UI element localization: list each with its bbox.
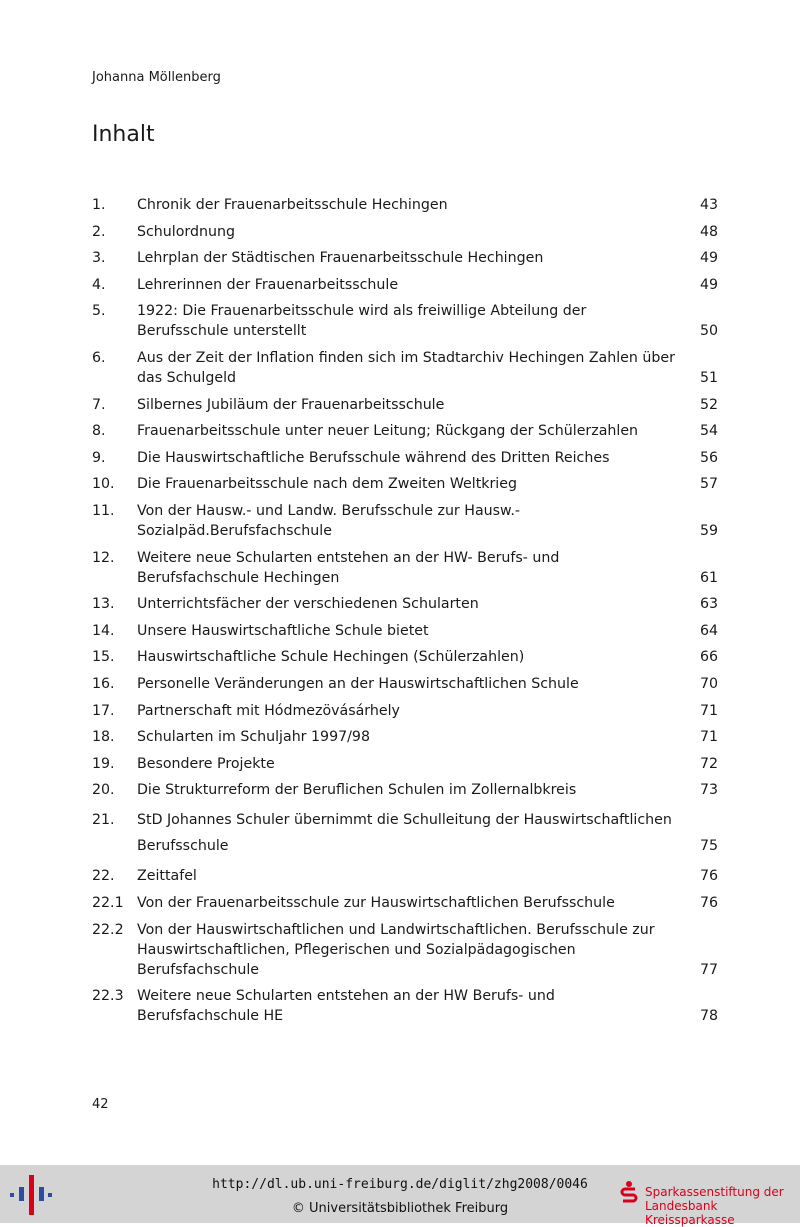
toc-entry bbox=[92, 448, 720, 468]
toc-entry-number: 1. bbox=[92, 197, 106, 213]
toc-entry-title: Schularten im Schuljahr 1997/98 bbox=[137, 729, 370, 746]
toc-entry-title: Von der Hauswirtschaftlichen und Landwirtschaftlichen. Berufsschule zur Hauswirtschaftlichen, Pflegerischen und Sozialpädagogischen Berufsfachschule bbox=[137, 921, 655, 978]
toc-entry-page: 63 bbox=[699, 596, 718, 613]
toc-entry bbox=[92, 248, 720, 268]
toc-entry bbox=[92, 807, 720, 860]
toc-entry-title: Lehrplan der Städtischen Frauenarbeitsschule Hechingen bbox=[137, 250, 544, 267]
toc-entry-number: 22. bbox=[92, 868, 115, 885]
university-library-logo-icon bbox=[10, 1173, 52, 1217]
sponsor-text bbox=[645, 1185, 800, 1227]
toc-entry-title: Von der Hausw.- und Landw. Berufsschule zur Hausw.-Sozialpäd.Berufsfachschule bbox=[137, 502, 520, 539]
toc-entry-page: 71 bbox=[699, 702, 718, 719]
toc-entry-page: 48 bbox=[699, 223, 718, 240]
toc-entry-number: 18. bbox=[92, 729, 115, 746]
toc-entry-title: Von der Frauenarbeitsschule zur Hauswirtschaftlichen Berufsschule bbox=[137, 895, 615, 912]
toc-entry-page: 70 bbox=[699, 675, 718, 692]
toc-entry bbox=[92, 866, 720, 886]
toc-entry bbox=[92, 275, 720, 295]
toc-entry bbox=[92, 348, 720, 388]
toc-entry-title: Unsere Hauswirtschaftliche Schule bietet bbox=[137, 622, 429, 639]
toc-entry-title: Hauswirtschaftliche Schule Hechingen (Schülerzahlen) bbox=[137, 649, 525, 666]
page-number: 42 bbox=[92, 1097, 109, 1112]
toc-entry-title: Besondere Projekte bbox=[137, 755, 275, 772]
toc-entry bbox=[92, 986, 720, 1026]
toc-entry-page: 56 bbox=[699, 449, 718, 466]
toc-entry-number: 4. bbox=[92, 276, 106, 293]
toc-entry-number: 7. bbox=[92, 396, 106, 413]
toc-entry bbox=[92, 548, 720, 588]
toc-entry bbox=[92, 421, 720, 441]
toc-entry bbox=[92, 195, 720, 215]
toc-entry-page: 71 bbox=[699, 729, 718, 746]
toc-entry-number: 3. bbox=[92, 250, 106, 267]
toc-entry-title: StD Johannes Schuler übernimmt die Schulleitung der Hauswirtschaftlichen Berufsschule bbox=[137, 811, 672, 855]
toc-entry-page: 77 bbox=[699, 961, 718, 978]
toc-entry bbox=[92, 727, 720, 747]
toc-entry-page: 78 bbox=[699, 1008, 718, 1025]
toc-entry-page: 61 bbox=[699, 569, 718, 586]
toc-entry-title: Lehrerinnen der Frauenarbeitsschule bbox=[137, 276, 399, 293]
copyright-notice: © Universitätsbibliothek Freiburg bbox=[291, 1201, 509, 1216]
toc-entry-number: 12. bbox=[92, 549, 115, 566]
toc-entry bbox=[92, 701, 720, 721]
sparkasse-logo-icon bbox=[620, 1181, 638, 1203]
toc-entry-title: Aus der Zeit der Inflation finden sich im Stadtarchiv Hechingen Zahlen über das Schulgeld bbox=[137, 349, 675, 386]
sponsor-line-1: Sparkassenstiftung der bbox=[645, 1185, 784, 1199]
viewer-footer bbox=[0, 1165, 800, 1227]
toc-entry-page: 66 bbox=[699, 649, 718, 666]
toc-entry-page: 64 bbox=[699, 622, 718, 639]
toc-entry-number: 6. bbox=[92, 349, 106, 366]
toc-entry-page: 73 bbox=[699, 782, 718, 799]
toc-entry-number: 16. bbox=[92, 675, 115, 692]
toc-entry bbox=[92, 780, 720, 800]
toc-entry bbox=[92, 920, 720, 980]
toc-entry-title: 1922: Die Frauenarbeitsschule wird als freiwillige Abteilung der Berufsschule unterstellt bbox=[137, 303, 587, 340]
toc-entry-title: Die Frauenarbeitsschule nach dem Zweiten Weltkrieg bbox=[137, 476, 517, 493]
toc-entry-page: 76 bbox=[699, 895, 718, 912]
toc-entry-title: Schulordnung bbox=[137, 223, 235, 240]
toc-entry-title: Chronik der Frauenarbeitsschule Hechingen bbox=[137, 197, 448, 213]
toc-entry-number: 8. bbox=[92, 423, 106, 440]
running-header-author: Johanna Möllenberg bbox=[92, 70, 221, 85]
toc-entry-number: 14. bbox=[92, 622, 115, 639]
toc-entry-number: 2. bbox=[92, 223, 106, 240]
toc-entry-page: 50 bbox=[699, 323, 718, 340]
toc-entry-page: 43 bbox=[699, 197, 718, 213]
toc-entry bbox=[92, 674, 720, 694]
toc-entry-page: 52 bbox=[699, 396, 718, 413]
toc-entry-page: 72 bbox=[699, 755, 718, 772]
toc-entry-title: Weitere neue Schularten entstehen an der HW- Berufs- und Berufsfachschule Hechingen bbox=[137, 549, 560, 586]
toc-entry-number: 22.3 bbox=[92, 988, 124, 1005]
toc-entry-title: Die Strukturreform der Beruflichen Schulen im Zollernalbkreis bbox=[137, 782, 577, 799]
toc-entry bbox=[92, 501, 720, 541]
toc-entry-page: 59 bbox=[699, 522, 718, 539]
toc-entry-page: 49 bbox=[699, 250, 718, 267]
toc-entry bbox=[92, 594, 720, 614]
toc-entry-page: 57 bbox=[699, 476, 718, 493]
toc-entry-title: Zeittafel bbox=[137, 868, 197, 885]
toc-entry-number: 21. bbox=[92, 811, 115, 828]
toc-entry-page: 49 bbox=[699, 276, 718, 293]
toc-entry-title: Partnerschaft mit Hódmezövásárhely bbox=[137, 702, 400, 719]
table-of-contents bbox=[92, 195, 720, 1026]
toc-entry-page: 75 bbox=[699, 838, 718, 855]
toc-entry bbox=[92, 647, 720, 667]
page-title: Inhalt bbox=[92, 122, 155, 147]
sponsor-line-2: Landesbank Kreissparkasse bbox=[645, 1199, 735, 1227]
toc-entry bbox=[92, 621, 720, 641]
toc-entry bbox=[92, 222, 720, 242]
toc-entry-page: 76 bbox=[699, 868, 718, 885]
toc-entry-title: Frauenarbeitsschule unter neuer Leitung; Rückgang der Schülerzahlen bbox=[137, 423, 639, 440]
toc-entry-title: Unterrichtsfächer der verschiedenen Schularten bbox=[137, 596, 479, 613]
toc-entry-title: Personelle Veränderungen an der Hauswirtschaftlichen Schule bbox=[137, 675, 579, 692]
toc-entry-title: Silbernes Jubiläum der Frauenarbeitsschule bbox=[137, 396, 445, 413]
toc-entry-number: 17. bbox=[92, 702, 115, 719]
toc-entry-number: 19. bbox=[92, 755, 115, 772]
toc-entry bbox=[92, 474, 720, 494]
toc-entry-title: Die Hauswirtschaftliche Berufsschule während des Dritten Reiches bbox=[137, 449, 610, 466]
toc-entry-number: 10. bbox=[92, 476, 115, 493]
toc-entry-number: 20. bbox=[92, 782, 115, 799]
toc-entry bbox=[92, 893, 720, 913]
toc-entry-number: 9. bbox=[92, 449, 106, 466]
toc-entry bbox=[92, 754, 720, 774]
toc-entry-number: 15. bbox=[92, 649, 115, 666]
toc-entry-number: 11. bbox=[92, 502, 115, 519]
toc-entry-number: 22.2 bbox=[92, 921, 124, 938]
toc-entry-number: 5. bbox=[92, 303, 106, 320]
toc-entry bbox=[92, 395, 720, 415]
toc-entry-number: 13. bbox=[92, 596, 115, 613]
toc-entry-page: 51 bbox=[699, 369, 718, 386]
toc-entry-number: 22.1 bbox=[92, 895, 124, 912]
toc-entry-title: Weitere neue Schularten entstehen an der HW Berufs- und Berufsfachschule HE bbox=[137, 988, 555, 1025]
toc-entry bbox=[92, 301, 720, 341]
document-url-link[interactable]: http://dl.ub.uni-freiburg.de/diglit/zhg2008/0046 bbox=[212, 1177, 588, 1192]
toc-entry-page: 54 bbox=[699, 423, 718, 440]
